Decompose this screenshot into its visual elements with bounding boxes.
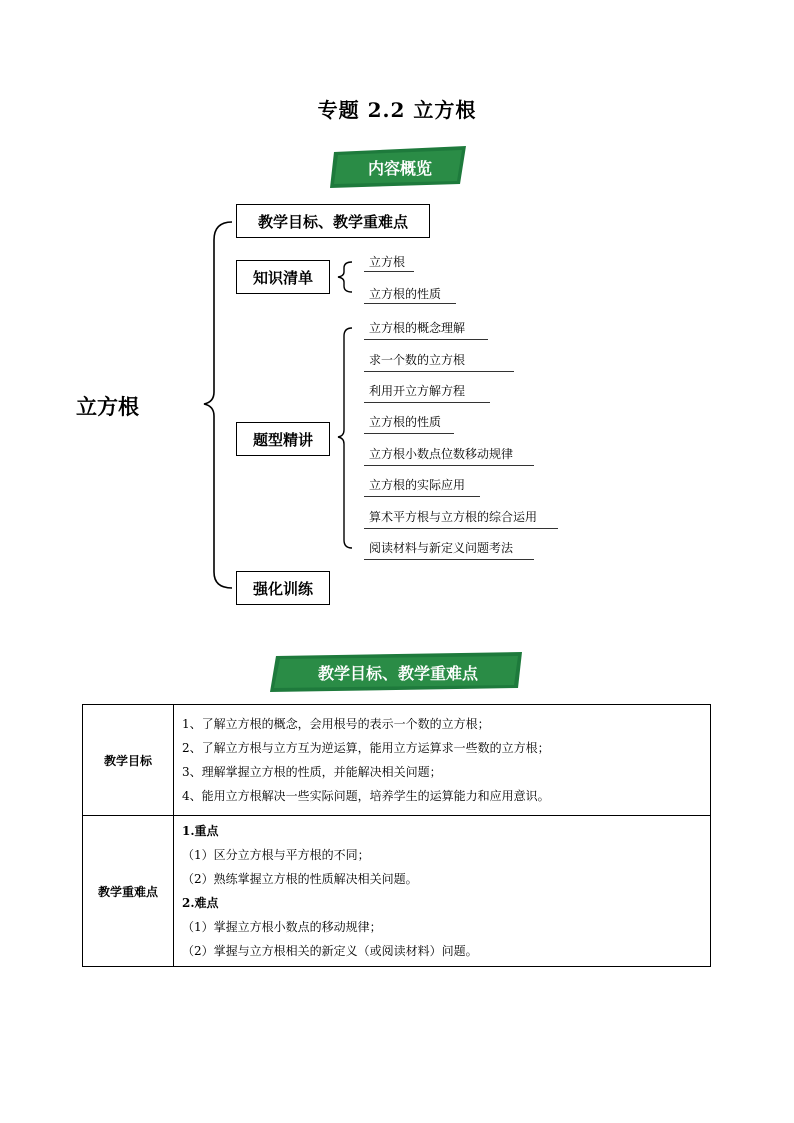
leaf-underline	[364, 339, 488, 340]
table-row	[83, 816, 711, 967]
goal-line: 3、理解掌握立方根的性质，并能解决相关问题；	[182, 765, 442, 779]
branch-question-types: 题型精讲	[236, 422, 330, 456]
question-type-item: 求一个数的立方根	[369, 353, 466, 367]
overview-banner: 内容概览	[367, 159, 432, 178]
knowledge-item: 立方根	[369, 255, 406, 269]
branch-goals: 教学目标、教学重难点	[236, 204, 430, 238]
leaf-underline	[364, 271, 414, 272]
section-heading: 2.难点	[182, 896, 219, 910]
point-line: （2）熟练掌握立方根的性质解决相关问题。	[182, 872, 418, 886]
point-line: （1）掌握立方根小数点的移动规律；	[182, 920, 382, 934]
goals-table	[82, 704, 711, 967]
question-type-item: 立方根的概念理解	[369, 321, 466, 335]
knowledge-item: 立方根的性质	[369, 287, 442, 301]
question-type-item: 立方根的实际应用	[369, 478, 466, 492]
row-label: 教学重难点	[83, 816, 174, 967]
row-content	[174, 816, 711, 967]
page-title: 专题 2.2 立方根	[317, 98, 477, 122]
question-type-item: 算术平方根与立方根的综合运用	[369, 510, 538, 524]
point-line: （1）区分立方根与平方根的不同；	[182, 848, 370, 862]
leaf-underline	[364, 371, 514, 372]
branch-knowledge: 知识清单	[236, 260, 330, 294]
leaf-underline	[364, 465, 534, 466]
mindmap-root: 立方根	[76, 395, 139, 419]
leaf-underline	[364, 303, 456, 304]
question-type-item: 立方根小数点位数移动规律	[369, 447, 514, 461]
row-content	[174, 705, 711, 816]
leaf-underline	[364, 433, 454, 434]
goal-line: 1、了解立方根的概念，会用根号的表示一个数的立方根；	[182, 717, 490, 731]
leaf-underline	[364, 402, 490, 403]
point-line: （2）掌握与立方根相关的新定义（或阅读材料）问题。	[182, 944, 478, 958]
leaf-underline	[364, 528, 558, 529]
goal-line: 2、了解立方根与立方互为逆运算，能用立方运算求一些数的立方根；	[182, 741, 550, 755]
leaf-underline	[364, 496, 480, 497]
row-label: 教学目标	[83, 705, 174, 816]
table-row	[83, 705, 711, 816]
goal-line: 4、能用立方根解决一些实际问题，培养学生的运算能力和应用意识。	[182, 789, 550, 803]
question-type-item: 阅读材料与新定义问题考法	[369, 541, 514, 555]
goals-banner: 教学目标、教学重难点	[317, 664, 478, 683]
section-heading: 1.重点	[182, 824, 219, 838]
branch-training: 强化训练	[236, 571, 330, 605]
question-type-item: 利用开立方解方程	[369, 384, 466, 398]
question-type-item: 立方根的性质	[369, 415, 442, 429]
leaf-underline	[364, 559, 534, 560]
